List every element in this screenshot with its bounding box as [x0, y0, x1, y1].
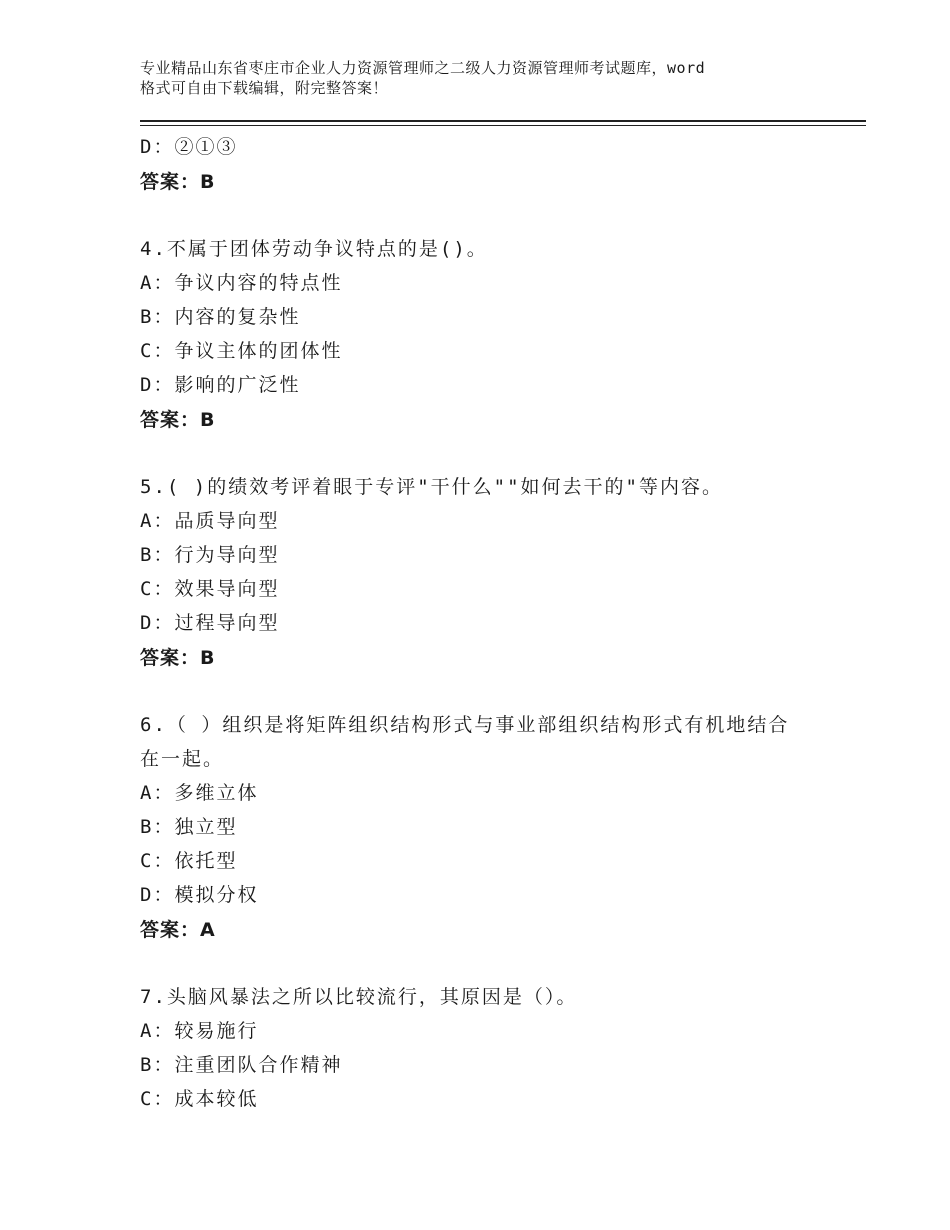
- option-c: C：成本较低: [140, 1088, 259, 1110]
- option-a: A：争议内容的特点性: [140, 272, 343, 294]
- option-d: D：②①③: [140, 136, 238, 158]
- question-stem: 6.（ ）组织是将矩阵组织结构形式与事业部组织结构形式有机地结合: [140, 714, 790, 736]
- option-b: B：内容的复杂性: [140, 306, 301, 328]
- answer: 答案：A: [140, 919, 216, 941]
- option-b: B：独立型: [140, 816, 238, 838]
- question-stem: 5.( )的绩效考评着眼于专评"干什么""如何去干的"等内容。: [140, 476, 723, 498]
- question-stem: 4.不属于团体劳动争议特点的是()。: [140, 238, 488, 260]
- spacer: [140, 436, 820, 470]
- option-d: D：模拟分权: [140, 884, 259, 906]
- option-c: C：争议主体的团体性: [140, 340, 343, 362]
- spacer: [140, 674, 820, 708]
- header-rule-thick: [140, 120, 866, 122]
- question-4: [140, 232, 820, 436]
- spacer: [140, 946, 820, 980]
- question-5: [140, 470, 820, 674]
- answer: 答案：B: [140, 409, 216, 431]
- answer: 答案：B: [140, 171, 216, 193]
- option-a: A：品质导向型: [140, 510, 280, 532]
- option-c: C：效果导向型: [140, 578, 280, 600]
- option-d: D：影响的广泛性: [140, 374, 301, 396]
- answer: 答案：B: [140, 647, 216, 669]
- document-header: [140, 58, 830, 98]
- question-stem-continued: 在一起。: [140, 748, 225, 770]
- header-line-1: 专业精品山东省枣庄市企业人力资源管理师之二级人力资源管理师考试题库，word: [140, 59, 706, 77]
- header-line-2: 格式可自由下载编辑，附完整答案！: [140, 79, 389, 97]
- option-b: B：行为导向型: [140, 544, 280, 566]
- spacer: [140, 198, 820, 232]
- option-c: C：依托型: [140, 850, 238, 872]
- question-list: [140, 130, 820, 1116]
- question-6: [140, 708, 820, 946]
- header-rule-thin: [140, 125, 866, 126]
- option-a: A：较易施行: [140, 1020, 259, 1042]
- option-d: D：过程导向型: [140, 612, 280, 634]
- option-a: A：多维立体: [140, 782, 259, 804]
- option-b: B：注重团队合作精神: [140, 1054, 343, 1076]
- question-stem: 7.头脑风暴法之所以比较流行，其原因是（）。: [140, 986, 578, 1008]
- question-7: [140, 980, 820, 1116]
